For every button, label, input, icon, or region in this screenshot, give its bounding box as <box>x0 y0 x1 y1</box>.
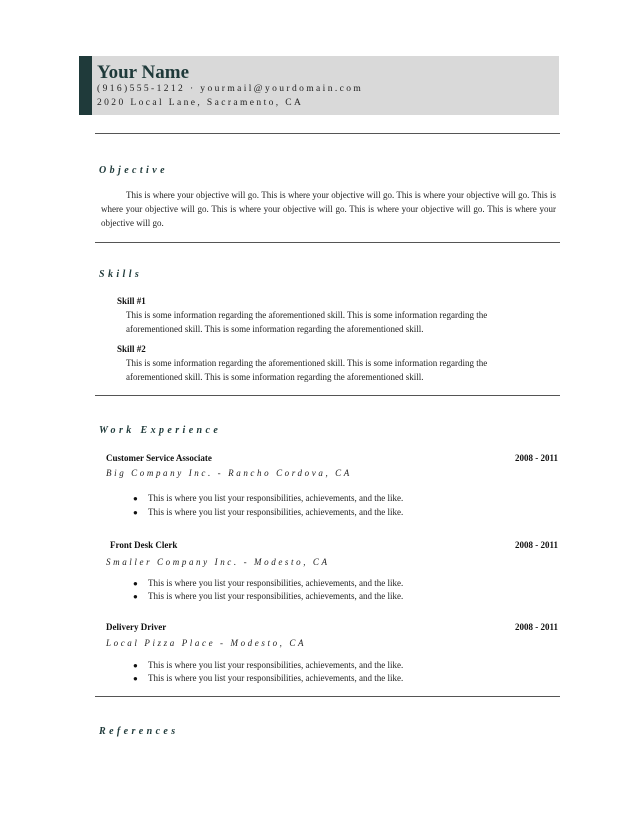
bullet-icon: ● <box>133 579 138 588</box>
job-3-title: Delivery Driver <box>106 622 167 632</box>
job-2-company: Smaller Company Inc. - Modesto, CA <box>106 557 330 567</box>
bullet-icon: ● <box>133 494 138 503</box>
contact-phone-email: (916)555-1212 · yourmail@yourdomain.com <box>97 84 364 94</box>
skill-1-description: This is some information regarding the aforementioned skill. This is some information regarding the aforementioned skill. This is some information regarding the aforementioned skill. <box>126 310 488 334</box>
bullet-icon: ● <box>133 508 138 517</box>
objective-heading: Objective <box>99 165 168 176</box>
header-accent-bar <box>79 56 92 115</box>
job-3-dates: 2008 - 2011 <box>514 622 558 632</box>
job-1-dates: 2008 - 2011 <box>514 453 558 463</box>
references-heading: References <box>99 726 179 737</box>
skills-heading: Skills <box>99 269 143 280</box>
job-2-bullet-2: This is where you list your responsibilities, achievements, and the like. <box>148 591 404 601</box>
objective-text: This is where your objective will go. This is where your objective will go. This is where your objective will go. This is where your objective will go. This is where your objective will go. This is where your objective will go. This is where your objective will go. <box>101 190 556 228</box>
job-3-bullet-2: This is where you list your responsibilities, achievements, and the like. <box>148 673 404 683</box>
job-2-bullet-1: This is where you list your responsibilities, achievements, and the like. <box>148 578 404 588</box>
skill-1-title: Skill #1 <box>117 296 146 306</box>
divider-objective <box>95 242 560 243</box>
skill-2-title: Skill #2 <box>117 344 146 354</box>
divider-skills <box>95 395 560 396</box>
job-3-company: Local Pizza Place - Modesto, CA <box>106 638 307 648</box>
resume-name: Your Name <box>97 62 190 83</box>
job-1-bullet-2: This is where you list your responsibilities, achievements, and the like. <box>148 507 404 517</box>
work-experience-heading: Work Experience <box>99 425 222 436</box>
bullet-icon: ● <box>133 661 138 670</box>
divider-header <box>95 133 560 134</box>
bullet-icon: ● <box>133 592 138 601</box>
divider-work <box>95 696 560 697</box>
job-1-bullet-1: This is where you list your responsibilities, achievements, and the like. <box>148 493 404 503</box>
job-3-bullet-1: This is where you list your responsibilities, achievements, and the like. <box>148 660 404 670</box>
job-1-company: Big Company Inc. - Rancho Cordova, CA <box>106 468 352 478</box>
skill-2-description: This is some information regarding the aforementioned skill. This is some information regarding the aforementioned skill. This is some information regarding the aforementioned skill. <box>126 358 488 382</box>
contact-address: 2020 Local Lane, Sacramento, CA <box>97 98 304 108</box>
job-2-title: Front Desk Clerk <box>110 540 178 550</box>
job-1-title: Customer Service Associate <box>106 453 212 463</box>
job-2-dates: 2008 - 2011 <box>514 540 558 550</box>
bullet-icon: ● <box>133 674 138 683</box>
